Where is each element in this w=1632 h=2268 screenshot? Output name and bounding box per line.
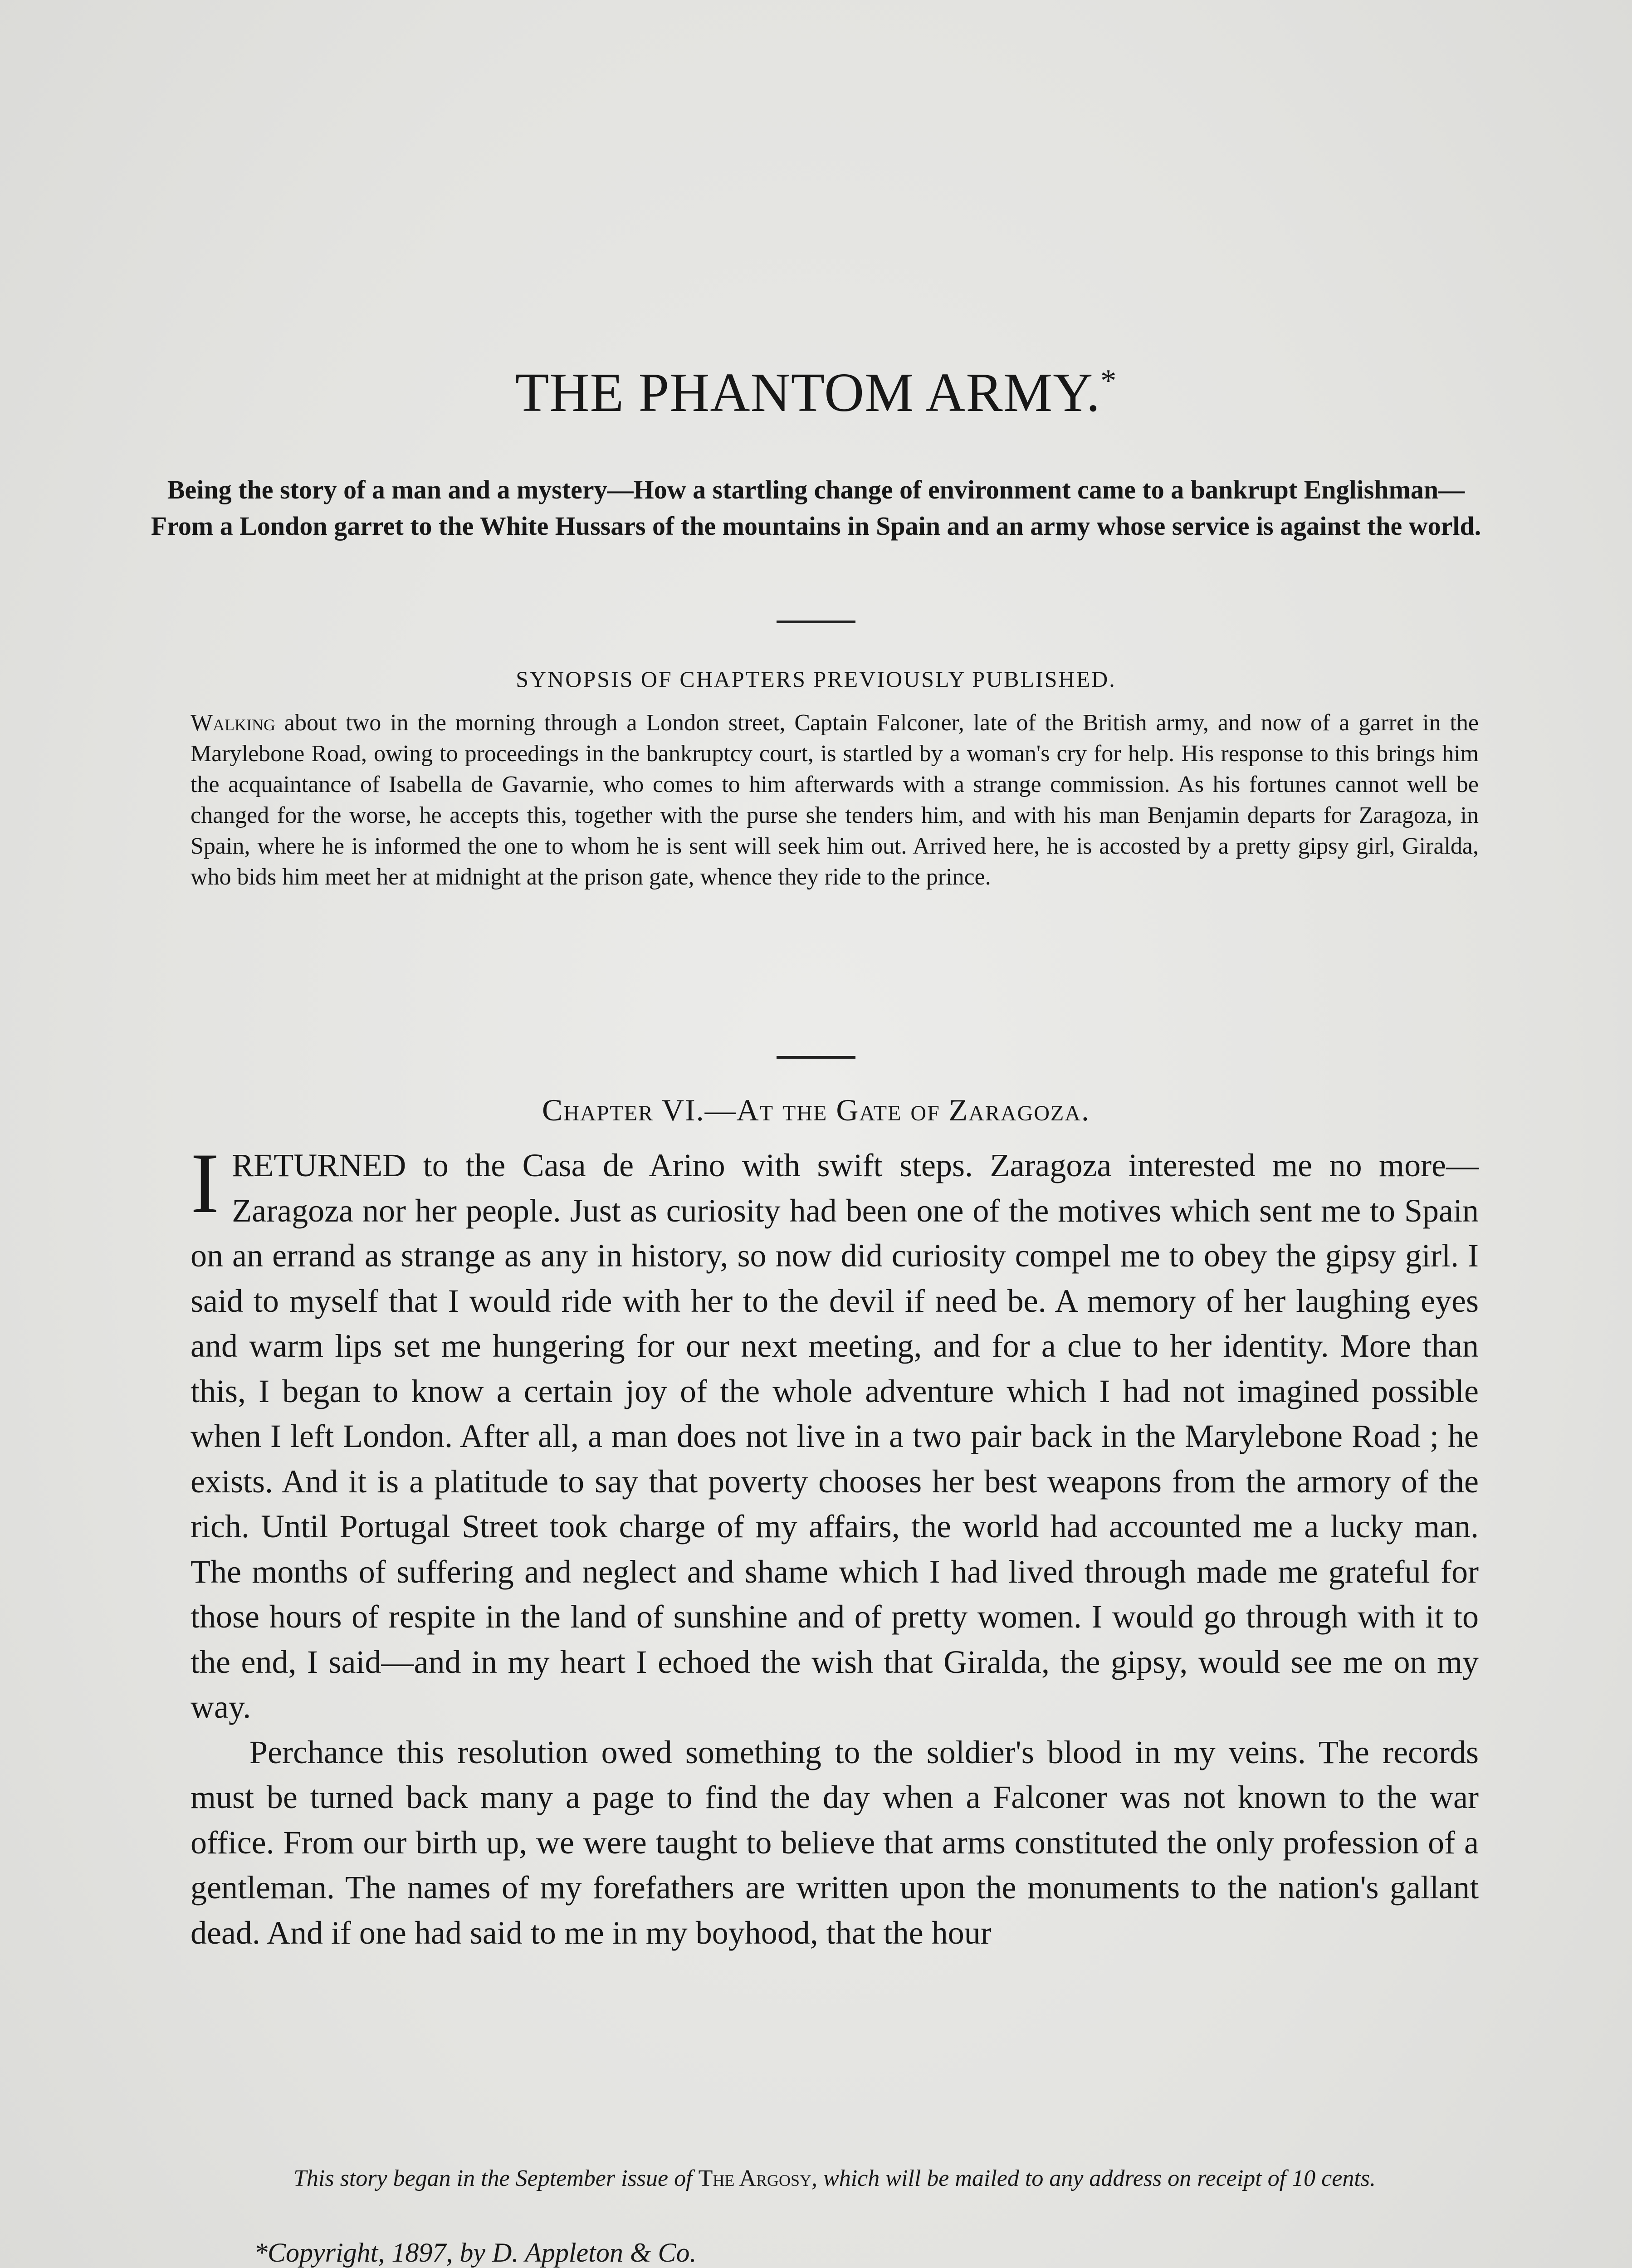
- story-subtitle: Being the story of a man and a mystery—How a startling change of environment came to a bankrupt Englishman—From a London garret to the White Hussars of the mountains in Spain and an army whose service is against the world.: [151, 475, 1481, 541]
- synopsis-lead-word: Walking: [191, 710, 276, 736]
- divider-rule-bottom: [777, 1056, 855, 1059]
- drop-cap: I: [191, 1136, 220, 1231]
- footnote-part-1: This story began in the September issue of: [293, 2165, 699, 2191]
- paragraph-1-lead: RETURNED: [232, 1147, 406, 1183]
- story-title-text: THE PHANTOM ARMY.: [515, 362, 1101, 423]
- chapter-heading: Chapter VI.—At the Gate of Zaragoza.: [542, 1093, 1090, 1127]
- body-paragraph-1: [191, 1136, 1479, 1730]
- synopsis-text: about two in the morning through a London street, Captain Falconer, late of the British army, and now of a garret in the Marylebone Road, owing to proceedings in the bankruptcy court, is startled by a woman's cry for help. His response to this brings him the acquaintance of Isabella de Gavarnie, who comes to him afterwards with a strange commission. As his fortunes cannot well be changed for the worse, he accepts this, together with the purse she tenders him, and with his man Benjamin departs for Zaragoza, in Spain, where he is informed the one to whom he is sent will seek him out. Arrived here, he is accosted by a pretty gipsy girl, Giralda, who bids him meet her at midnight at the prison gate, whence they ride to the prince.: [191, 710, 1479, 890]
- body-paragraph-2: Perchance this resolution owed something to the soldier's blood in my veins. The records must be turned back many a page to find the day when a Falconer was not known to the war office. From our birth up, we were taught to believe that arms constituted the only profession of a gentleman. The names of my forefathers are written upon the monuments to the nation's gallant dead. And if one had said to me in my boyhood, that the hour: [191, 1734, 1479, 1951]
- footnote-magazine-name: The Argosy: [698, 2165, 812, 2191]
- title-footnote-mark: *: [1100, 363, 1117, 398]
- copyright-notice: *Copyright, 1897, by D. Appleton & Co.: [254, 2238, 697, 2268]
- footnote-part-2: , which will be mailed to any address on receipt of 10 cents.: [811, 2165, 1376, 2191]
- synopsis-heading: SYNOPSIS OF CHAPTERS PREVIOUSLY PUBLISHED.: [516, 666, 1116, 692]
- paragraph-1-text: to the Casa de Arino with swift steps. Zaragoza interested me no more—Zaragoza nor her people. Just as curiosity had been one of the motives which sent me to Spain on an errand as strange as any in history, so now did curiosity compel me to obey the gipsy girl. I said to myself that I would ride with her to the devil if need be. A memory of her laughing eyes and warm lips set me hungering for our next meeting, and for a clue to her identity. More than this, I began to know a certain joy of the whole adventure which I had not imagined possible when I left London. After all, a man does not live in a two pair back in the Marylebone Road ; he exists. And it is a platitude to say that poverty chooses her best weapons from the armory of the rich. Until Portugal Street took charge of my affairs, the world had accounted me a lucky man. The months of suffering and neglect and shame which I had lived through made me grateful for those hours of respite in the land of sunshine and of pretty women. I would go through with it to the end, I said—and in my heart I echoed the wish that Giralda, the gipsy, would see me on my way.: [191, 1147, 1479, 1725]
- divider-rule-top: [777, 621, 855, 623]
- story-footnote: [181, 2164, 1488, 2194]
- story-title: [0, 362, 1632, 423]
- synopsis-paragraph: [191, 708, 1479, 893]
- story-body: [191, 1136, 1479, 1955]
